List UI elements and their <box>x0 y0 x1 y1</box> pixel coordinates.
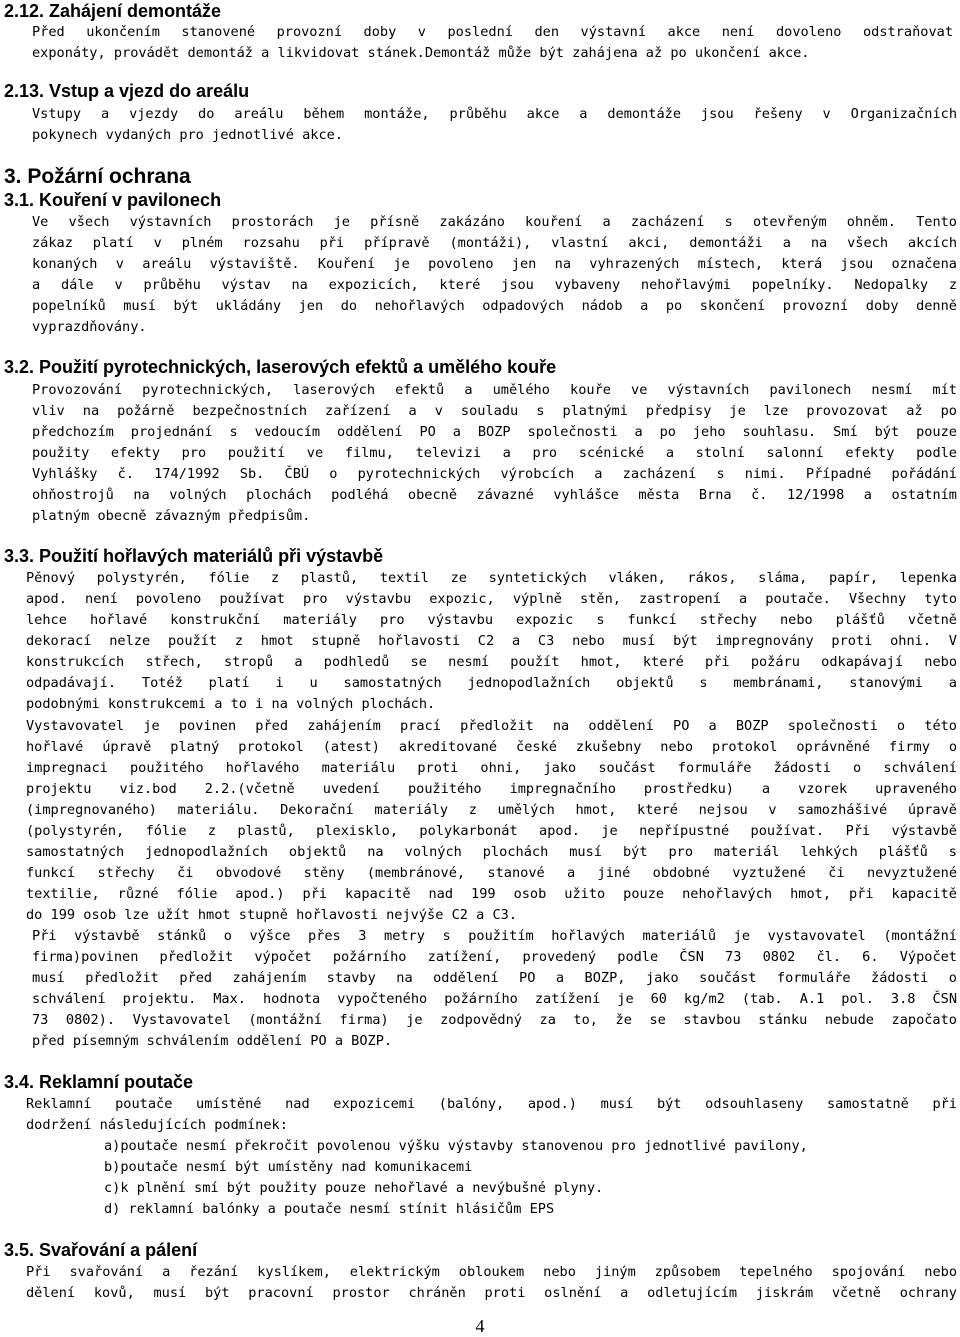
text-line: a dále v průběhu výstav na expozicích, které jsou vybaveny nehořlavými popelníky. Nedopalky z <box>32 277 957 293</box>
text-line: konstrukcích střech, stropů a podhledů se nesmí použít hmot, které při požáru odkapávají nebo <box>26 654 957 670</box>
text-line: Vstupy a vjezdy do areálu během montáže, průběhu akce a demontáže jsou řešeny v Organizačních <box>32 106 957 122</box>
text-line: popelníků musí být ukládány jen do nehořlavých odpadových nádob a po skončení provozní doby denně <box>32 298 957 314</box>
section-3-5-text <box>26 1262 957 1304</box>
text-line: Vystavovatel je povinen před zahájením prací předložit na oddělení PO a BOZP společnosti o této <box>26 718 957 734</box>
section-3-3-paragraph-2 <box>26 716 957 926</box>
section-3-4-text <box>26 1094 957 1136</box>
section-3-1-text <box>32 212 957 338</box>
section-heading-2-13: 2.13. Vstup a vjezd do areálu <box>4 81 250 101</box>
text-line: funkcí střechy či obvodové stěny (membránové, stanové a jiné obdobné vyztužené či nevyztužené <box>26 865 957 881</box>
section-3-3-paragraph-1 <box>26 568 957 715</box>
section-heading-3-5: 3.5. Svařování a pálení <box>4 1240 198 1260</box>
text-line: podobnými konstrukcemi a to i na volných plochách. <box>26 696 436 712</box>
section-heading-3-4: 3.4. Reklamní poutače <box>4 1072 194 1092</box>
text-line: dodržení následujících podmínek: <box>26 1117 288 1133</box>
text-line: Při svařování a řezání kyslíkem, elektrickým obloukem nebo jiným způsobem tepelného spojování nebo <box>26 1264 957 1280</box>
text-line: lehce hořlavé konstrukční materiály pro výstavbu expozic s funkcí střechy nebo plášťů včetně <box>26 612 957 628</box>
text-line: konaných v areálu výstaviště. Kouření je povoleno jen na vyhrazených místech, která jsou označena <box>32 256 957 272</box>
text-line: impregnaci použitého hořlavého materiálu proti ohni, jako součást formuláře žádosti o schválení <box>26 760 957 776</box>
text-line: platným obecně závazným předpisům. <box>32 508 311 524</box>
section-3-2-text <box>32 380 957 527</box>
text-line: ohňostrojů na volných plochách podléhá obecně závazné vyhlášce města Brna č. 12/1998 a ostatním <box>32 487 957 503</box>
text-line: Provozování pyrotechnických, laserových efektů a umělého kouře ve výstavních pavilonech nesmí mít <box>32 382 957 398</box>
text-line: textilie, různé fólie apod.) při kapacitě nad 199 osob užito pouze nehořlavých hmot, při kapacitě <box>26 886 957 902</box>
list-item: c)k plnění smí být použity pouze nehořlavé a nevýbušné plyny. <box>104 1180 604 1196</box>
text-line: pokynech vydaných pro jednotlivé akce. <box>32 127 343 143</box>
text-line: zákaz platí v plném rozsahu při přípravě (montáži), vlastní akci, demontáži a na všech akcích <box>32 235 957 251</box>
text-line: musí předložit před zahájením stavby na oddělení PO a BOZP, jako součást formuláře žádosti o <box>32 970 957 986</box>
page-number: 4 <box>475 1316 485 1336</box>
section-heading-2-12: 2.12. Zahájení demontáže <box>4 1 222 21</box>
text-line: použity efekty pro použití ve filmu, televizi a pro scénické a stolní salonní efekty podle <box>32 445 957 461</box>
text-line: dekorací nelze použít z hmot stupně hořlavosti C2 a C3 nebo musí být impregnovány proti ohni. V <box>26 633 957 649</box>
text-line: schválení projektu. Max. hodnota vypočteného požárního zatížení je 60 kg/m2 (tab. A.1 pol. 3.8 ČSN <box>32 991 957 1007</box>
text-line: Vyhlášky č. 174/1992 Sb. ČBÚ o pyrotechnických výrobcích a zacházení s nimi. Případné pořádání <box>32 466 957 482</box>
text-line: (impregnovaného) materiálu. Dekorační materiály z umělých hmot, které nejsou v samozhášivé úpravě <box>26 802 957 818</box>
text-line: dělení kovů, musí být pracovní prostor chráněn proti oslnění a odletujícím jiskrám včetně ochrany <box>26 1285 957 1301</box>
section-heading-3-2: 3.2. Použití pyrotechnických, laserových efektů a umělého kouře <box>4 357 557 377</box>
section-2-13-text <box>32 104 957 146</box>
text-line: hořlavé úpravě platný protokol (atest) akreditované české zkušebny nebo protokol oprávněné firmy o <box>26 739 957 755</box>
section-heading-3: 3. Požární ochrana <box>4 165 191 188</box>
text-line: odpadávají. Totéž platí i u samostatných jednopodlažních objektů s membránami, stanovými a <box>26 675 957 691</box>
section-heading-3-3: 3.3. Použití hořlavých materiálů při výstavbě <box>4 546 384 566</box>
text-line: 73 0802). Vystavovatel (montážní firma) je zodpovědný za to, že se stavbou stánku nebude započato <box>32 1012 957 1028</box>
text-line: před písemným schválením oddělení PO a BOZP. <box>32 1033 393 1049</box>
section-3-4-conditions-list <box>104 1136 957 1220</box>
text-line: exponáty, provádět demontáž a likvidovat stánek.Demontáž může být zahájena až po ukončení akce. <box>32 45 810 61</box>
section-heading-3-1: 3.1. Kouření v pavilonech <box>4 190 222 210</box>
text-line: apod. není povoleno používat pro výstavbu expozic, výplně stěn, zastropení a poutače. Všechny tyto <box>26 591 957 607</box>
text-line: Před ukončením stanovené provozní doby v poslední den výstavní akce není dovoleno odstraňovat <box>32 24 953 40</box>
text-line: firma)povinen předložit výpočet požárního zatížení, provedený podle ČSN 73 0802 čl. 6. Výpočet <box>32 949 957 965</box>
text-line: projektu viz.bod 2.2.(včetně uvedení použitého impregnačního prostředku) a vzorek upraveného <box>26 781 957 797</box>
text-line: vyprazdňovány. <box>32 319 147 335</box>
text-line: Ve všech výstavních prostorách je přísně zakázáno kouření a zacházení s otevřeným ohněm. Tento <box>32 214 957 230</box>
section-2-12-text <box>32 22 953 64</box>
text-line: (polystyrén, fólie z plastů, plexisklo, polykarbonát apod. je nepřípustné používat. Při výstavbě <box>26 823 957 839</box>
text-line: vliv na požárně bezpečnostních zařízení a v souladu s platnými předpisy je lze provozovat až po <box>32 403 957 419</box>
text-line: Pěnový polystyrén, fólie z plastů, textil ze syntetických vláken, rákos, sláma, papír, lepenka <box>26 570 957 586</box>
text-line: předchozím projednání s vedoucím oddělení PO a BOZP společnosti a po jeho souhlasu. Smí být pouze <box>32 424 957 440</box>
text-line: samostatných jednopodlažních objektů na volných plochách musí být pro materiál lehkých plášťů s <box>26 844 957 860</box>
text-line: Reklamní poutače umístěné nad expozicemi (balóny, apod.) musí být odsouhlaseny samostatně při <box>26 1096 957 1112</box>
list-item: d) reklamní balónky a poutače nesmí stínit hlásičům EPS <box>104 1201 555 1217</box>
text-line: Při výstavbě stánků o výšce přes 3 metry s použitím hořlavých materiálů je vystavovatel (montážní <box>32 928 957 944</box>
text-line: do 199 osob lze užít hmot stupně hořlavosti nejvýše C2 a C3. <box>26 907 518 923</box>
list-item: b)poutače nesmí být umístěny nad komunikacemi <box>104 1159 473 1175</box>
list-item: a)poutače nesmí překročit povolenou výšku výstavby stanovenou pro jednotlivé pavilony, <box>104 1138 808 1154</box>
section-3-3-paragraph-3 <box>32 926 957 1052</box>
